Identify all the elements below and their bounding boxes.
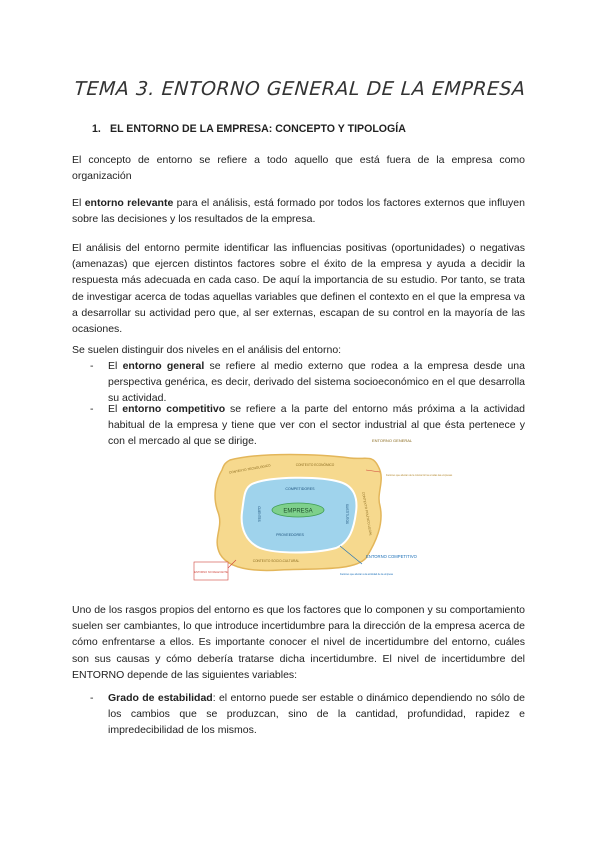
bullet-text bbox=[108, 358, 525, 407]
bullet-dash: - bbox=[90, 360, 94, 372]
political-context-label: CONTEXTO POLÍTICO-LEGAL bbox=[361, 491, 373, 537]
clients-label: CLIENTES bbox=[257, 506, 261, 522]
term-entorno-general: entorno general bbox=[122, 360, 205, 372]
socio-context-label: CONTEXTO SOCIO-CULTURAL bbox=[252, 559, 300, 563]
bullet-text bbox=[108, 690, 525, 739]
bullet-post: se refiere a la parte del entorno más próxima a la actividad habitual de la empresa y tiene que ver con el sector industrial al que ésta pertenece y con el mercado al que se dirige. bbox=[108, 403, 526, 448]
competitors-label: COMPETIDORES bbox=[285, 487, 315, 491]
paragraph-analysis: El análisis del entorno permite identificar las influencias positivas (oportunidades) o negativas (amenazas) que ejercen distintos factores sobre el éxito de la empresa y ayuda a decidir la respuesta más adecuada en cada caso. De aquí la importancia de su estudio. Por tanto, se trata de investigar acerca de todas aquellas variables que definen el contexto en el que la empresa va a desarrollar su actividad pero que, al ser externas, escapan de su control en la mayoría de las ocasiones. bbox=[72, 242, 525, 336]
competitive-environment-label: ENTORNO COMPETITIVO bbox=[366, 554, 417, 559]
competitive-environment-note: Factores que afectan a la actividad de la empresa bbox=[340, 573, 393, 576]
list-item-general bbox=[90, 358, 525, 407]
list-item-stability bbox=[90, 690, 525, 739]
general-environment-note: Factores que afectan de la misma forma a todas las empresas bbox=[386, 474, 453, 477]
bullet-text bbox=[108, 401, 525, 450]
page-title: TEMA 3. ENTORNO GENERAL DE LA EMPRESA bbox=[73, 78, 527, 100]
section-heading bbox=[92, 123, 406, 135]
term-entorno-competitivo: entorno competitivo bbox=[122, 403, 226, 415]
economic-context-label: CONTEXTO ECONÓMICO bbox=[295, 463, 335, 467]
tech-context-label: CONTEXTO TECNOLÓGICO bbox=[228, 463, 271, 475]
term-entorno-relevante: entorno relevante bbox=[84, 197, 174, 209]
paragraph-levels-intro: Se suelen distinguir dos niveles en el análisis del entorno: bbox=[72, 344, 342, 356]
bullet-post: se refiere al medio externo que rodea a la empresa desde una perspectiva genérica, es decir, derivado del sistema socioeconómico en el que desarrolla su actividad. bbox=[108, 360, 525, 405]
paragraph-relevant bbox=[72, 195, 525, 227]
environment-diagram bbox=[190, 438, 453, 582]
bullet-dash: - bbox=[90, 403, 94, 415]
paragraph-uncertainty: Uno de los rasgos propios del entorno es que los factores que lo componen y su comportamiento suelen ser cambiantes, lo que introduce incertidumbre para la dirección de la empresa acerca de cómo enfrentarse a ellos. Es importante conocer el nivel de incertidumbre del entorno, cuáles son sus causas y cómo debería tratarse dicha incertidumbre. El nivel de incertidumbre del ENTORNO depende de las siguientes variables: bbox=[72, 604, 525, 681]
company-label: EMPRESA bbox=[283, 508, 313, 515]
bullet-post: : el entorno puede ser estable o dinámico dependiendo no sólo de los cambios que se produzcan, sino de la cantidad, profundidad, rapidez e impredecibilidad de los mismos. bbox=[108, 692, 525, 737]
section-number: 1. bbox=[92, 123, 101, 135]
bullet-pre: El bbox=[108, 360, 123, 372]
paragraph-relevant-pre: El bbox=[72, 197, 85, 209]
term-grado-estabilidad: Grado de estabilidad bbox=[108, 692, 213, 704]
bullet-dash: - bbox=[90, 692, 94, 704]
not-relevant-label: ENTORNO NO RELEVANTE bbox=[194, 571, 228, 574]
paragraph-relevant-post: para el análisis, está formado por todos los factores externos que influyen sobre las decisiones y los resultados de la empresa. bbox=[72, 197, 525, 226]
general-environment-label: ENTORNO GENERAL bbox=[372, 438, 413, 443]
suppliers-label: PROVEEDORES bbox=[276, 533, 304, 537]
paragraph-concept: El concepto de entorno se refiere a todo aquello que está fuera de la empresa como organización bbox=[72, 154, 525, 183]
bullet-pre: El bbox=[108, 403, 123, 415]
section-heading-text: EL ENTORNO DE LA EMPRESA: CONCEPTO Y TIPOLOGÍA bbox=[110, 123, 406, 135]
substitutes-label: SUSTITUTOS bbox=[345, 503, 349, 525]
list-item-competitivo bbox=[90, 401, 525, 450]
